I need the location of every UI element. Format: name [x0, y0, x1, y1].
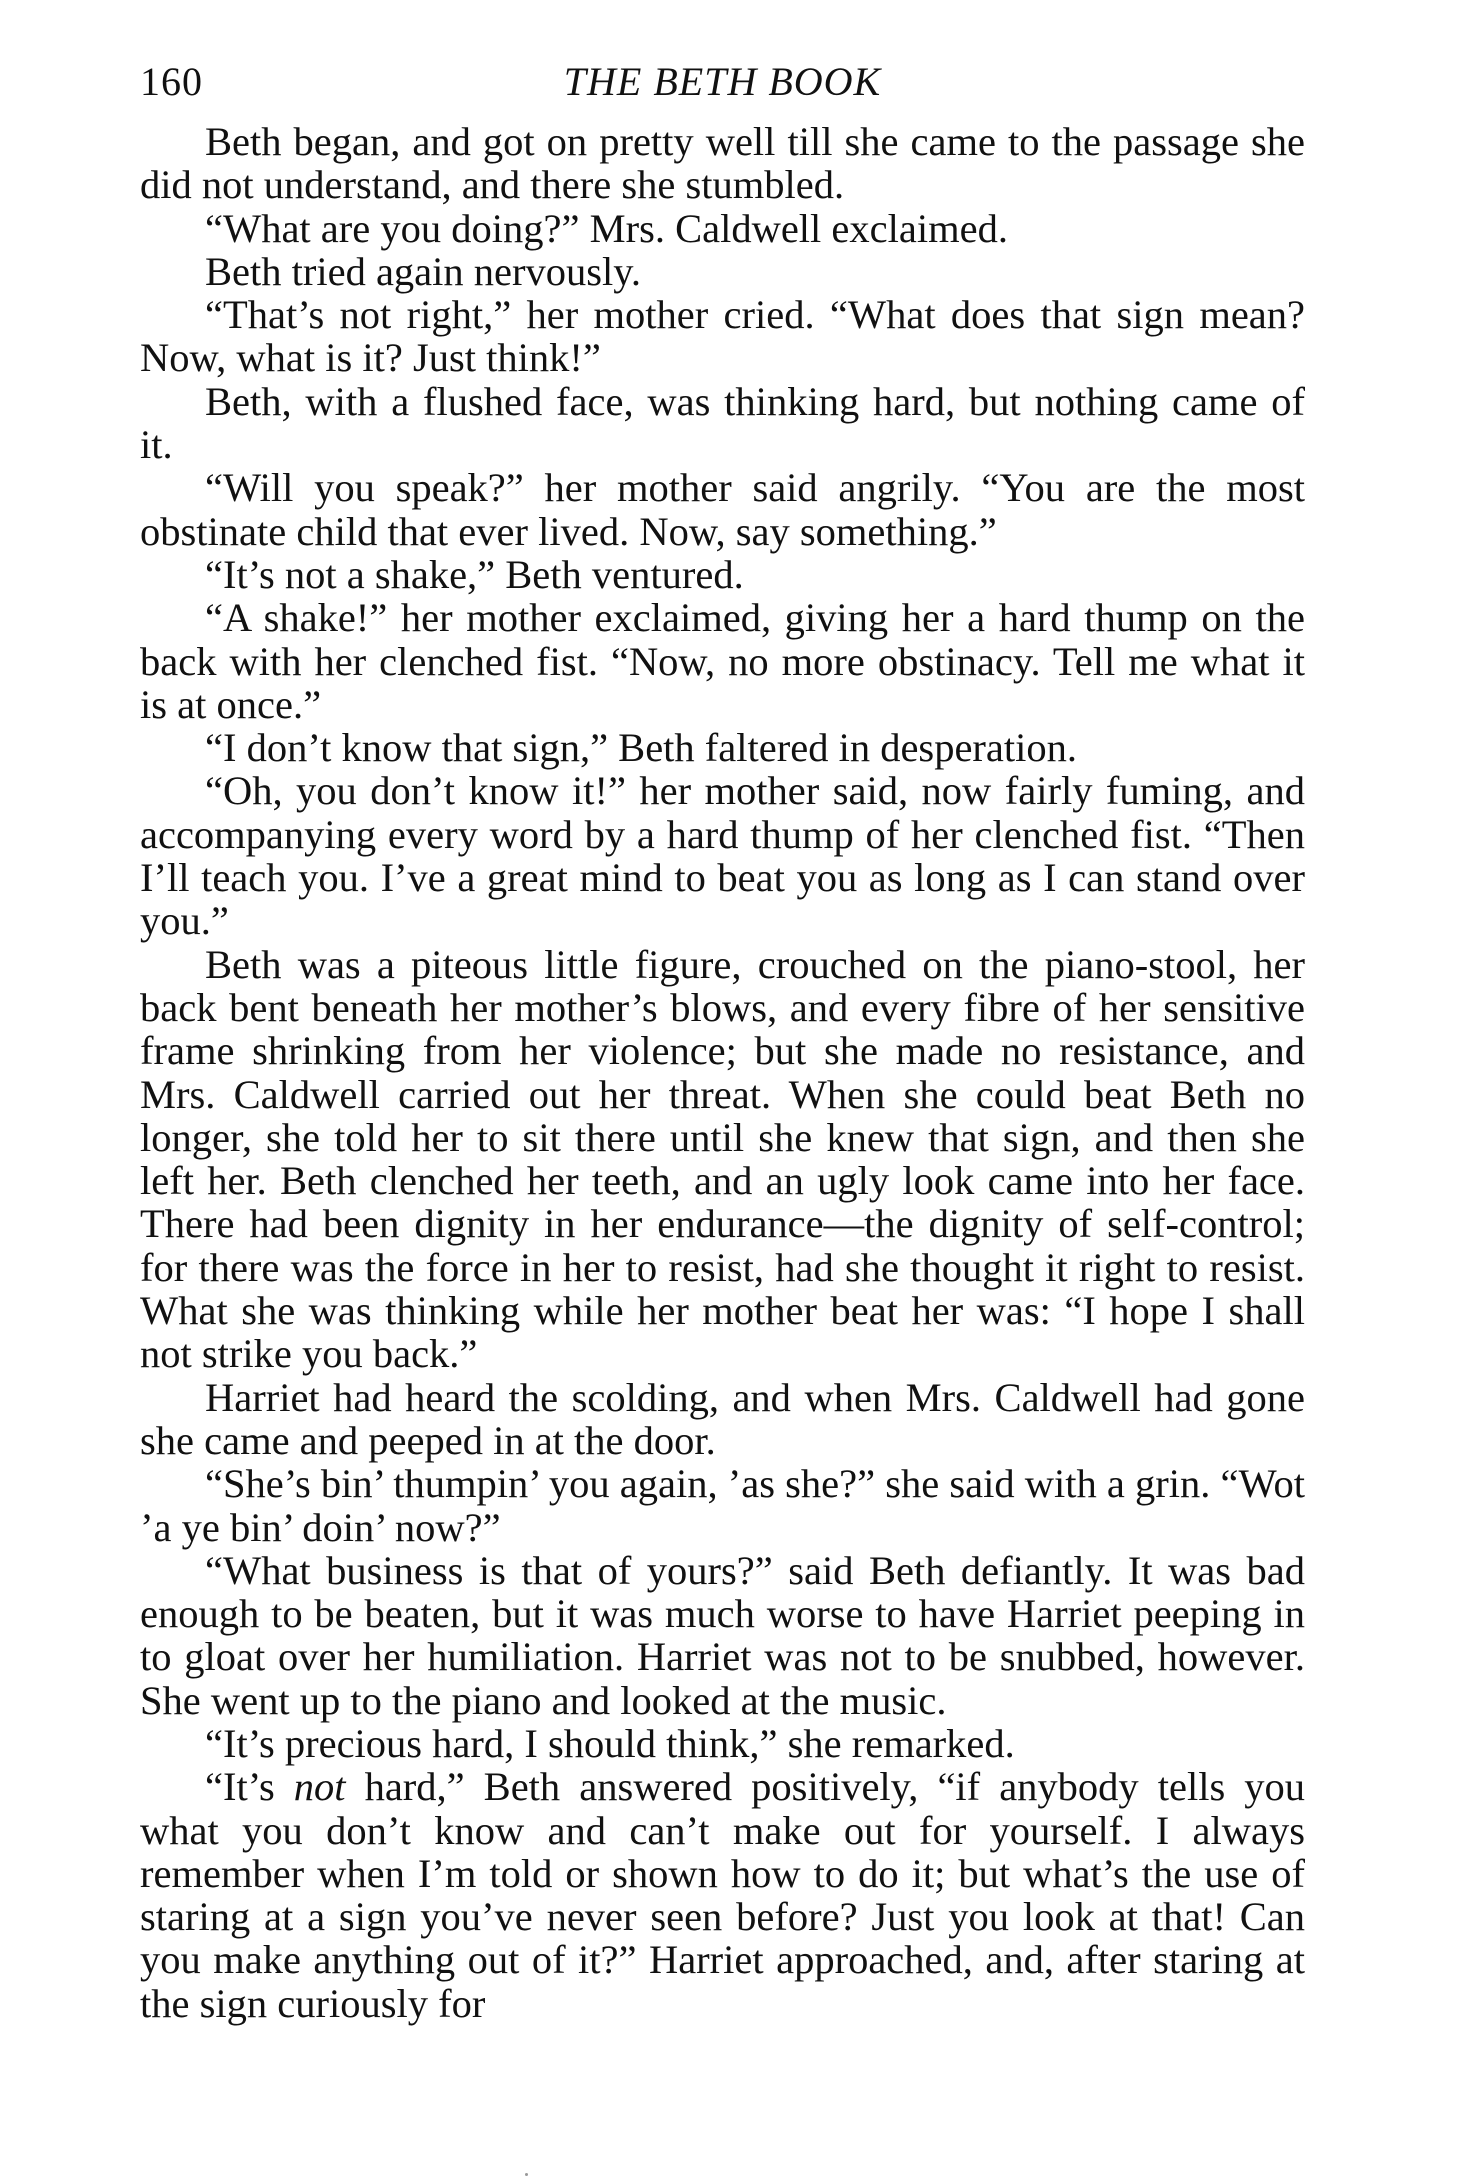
print-speck — [525, 2173, 528, 2176]
paragraph: “What business is that of yours?” said Beth defiantly. It was bad enough to be beaten, but it was much worse to have Harriet peeping in to gloat over her humiliation. Harriet was not to be snubbed, however. She went up to the piano and looked at the music. — [140, 1547, 1305, 1723]
text-run: hard,” Beth answered positively, “if anybody tells you what you don’t know and can’t make out for yourself. I always remember when I’m told or shown how to do it; but what’s the use of staring at a sign you’ve never seen before? Just you look at that! Can you make anything out of it?” Harriet approached, and, after staring at the sign curiously for — [140, 1764, 1306, 2026]
paragraph: Beth began, and got on pretty well till she came to the passage she did not understand, and there she stumbled. — [140, 119, 1305, 208]
paragraph: “That’s not right,” her mother cried. “What does that sign mean? Now, what is it? Just think!” — [140, 292, 1305, 381]
paragraph: “Will you speak?” her mother said angrily. “You are the most obstinate child that ever lived. Now, say something.” — [140, 465, 1305, 554]
page-number: 160 — [140, 59, 203, 104]
book-page — [140, 58, 1305, 2025]
paragraph: “Oh, you don’t know it!” her mother said, now fairly fuming, and accompanying every word by a hard thump of her clenched fist. “Then I’ll teach you. I’ve a great mind to beat you as long as I can stand over you.” — [140, 768, 1305, 944]
paragraph: “It’s precious hard, I should think,” she remarked. — [205, 1720, 1015, 1766]
page-header — [140, 58, 1305, 120]
emphasized-word: not — [293, 1764, 346, 1810]
paragraph: “What are you doing?” Mrs. Caldwell exclaimed. — [205, 205, 1008, 251]
text-run: “It’s — [205, 1764, 294, 1810]
paragraph: “She’s bin’ thumpin’ you again, ’as she?” she said with a grin. “Wot ’a ye bin’ doin’ now?” — [140, 1461, 1305, 1550]
paragraph: Beth, with a flushed face, was thinking hard, but nothing came of it. — [140, 378, 1305, 468]
body-text — [140, 120, 1305, 2025]
paragraph: Harriet had heard the scolding, and when Mrs. Caldwell had gone she came and peeped in at the door. — [140, 1374, 1305, 1463]
paragraph: “I don’t know that sign,” Beth faltered in desperation. — [205, 725, 1078, 771]
running-title: THE BETH BOOK — [563, 59, 882, 104]
paragraph: “It’s not a shake,” Beth ventured. — [205, 551, 744, 597]
paragraph: Beth was a piteous little figure, crouched on the piano-stool, her back bent beneath her mother’s blows, and every fibre of her sensitive frame shrinking from her violence; but she made no resistance, and Mrs. Caldwell carried out her threat. When she could beat Beth no longer, she told her to sit there until she knew that sign, and then she left her. Beth clenched her teeth, and an ugly look came into her face. There had been dignity in her endurance—the dignity of self-control; for there was the force in her to resist, had she thought it right to resist. What she was thinking while her mother beat her was: “I hope I shall not strike you back.” — [140, 941, 1305, 1377]
paragraph — [140, 1765, 1305, 2025]
paragraph: Beth tried again nervously. — [205, 248, 642, 294]
paragraph: “A shake!” her mother exclaimed, giving her a hard thump on the back with her clenched fist. “Now, no more obstinacy. Tell me what it is at once.” — [140, 595, 1305, 727]
